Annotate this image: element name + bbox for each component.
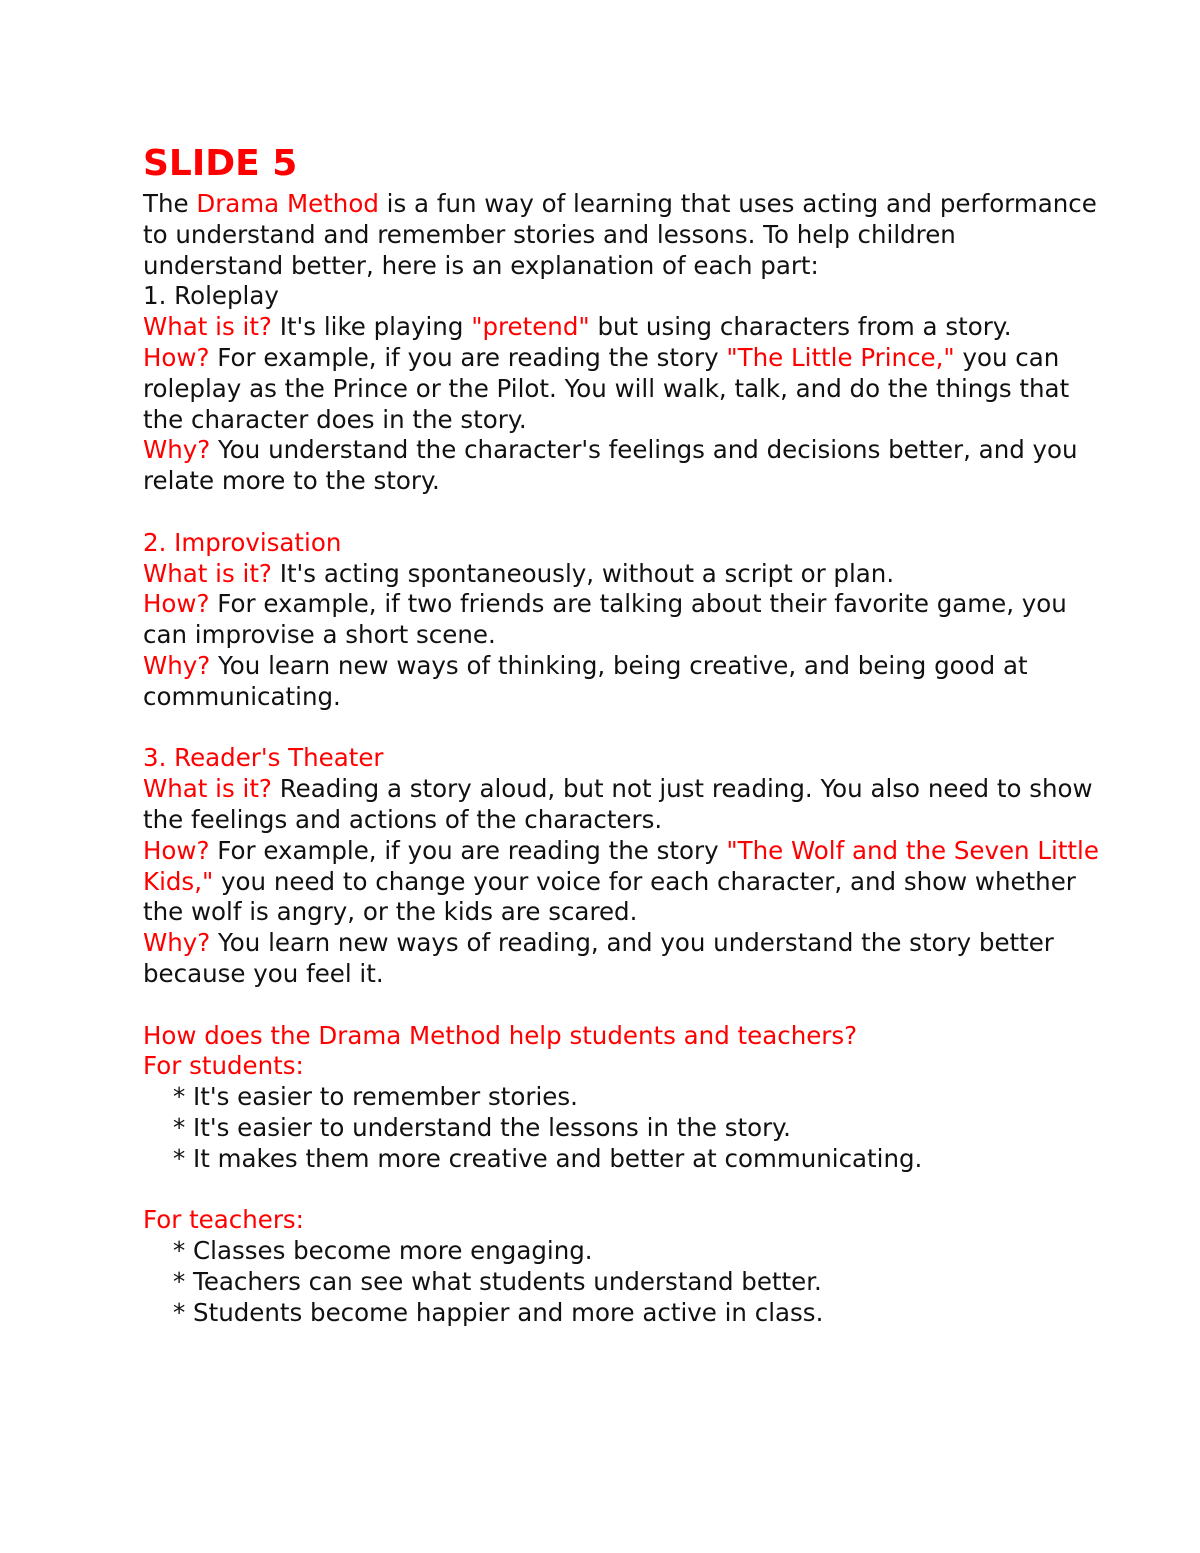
how-label: How? xyxy=(143,589,210,619)
list-item: * Classes become more engaging. xyxy=(173,1236,593,1266)
improv-why: Why? You learn new ways of thinking, being creative, and being good at communicating. xyxy=(143,650,1028,711)
readers-why: Why? You learn new ways of reading, and you understand the story better because you feel it. xyxy=(143,928,1054,988)
pretend-quote: "pretend" xyxy=(471,312,590,342)
readers-how: How? For example, if you are reading the story "The Wolf and the Seven Little Kids," you need to change your voice for each character, and show whether the wolf is angry, or the kids are scared. xyxy=(143,835,1099,927)
students-heading: For students: xyxy=(143,1051,304,1081)
improvisation-heading: 2. Improvisation xyxy=(143,527,342,557)
list-item: * It's easier to understand the lessons in the story. xyxy=(173,1112,791,1142)
how-label: How? xyxy=(143,835,210,865)
spacer xyxy=(143,1175,1103,1206)
benefits-question: How does the Drama Method help students and teachers? xyxy=(143,1020,858,1050)
roleplay-how: How? For example, if you are reading the story "The Little Prince," you can roleplay as the Prince or the Pilot. You will walk, talk, and do the things that the character does in the story. xyxy=(143,342,1070,434)
why-label: Why? xyxy=(143,435,211,465)
improv-what: What is it? It's acting spontaneously, without a script or plan. xyxy=(143,558,895,588)
roleplay-heading: 1. Roleplay xyxy=(143,281,279,311)
list-item: * It's easier to remember stories. xyxy=(173,1082,578,1112)
little-prince-quote: "The Little Prince," xyxy=(726,342,955,372)
readers-theater-heading: 3. Reader's Theater xyxy=(143,743,384,773)
list-item: * It makes them more creative and better at communicating. xyxy=(173,1143,923,1173)
what-label: What is it? xyxy=(143,774,272,804)
improv-how: How? For example, if two friends are talking about their favorite game, you can improvise a short scene. xyxy=(143,589,1067,650)
intro-paragraph: The Drama Method is a fun way of learning that uses acting and performance to understand and remember stories and lessons. To help children understand better, here is an explanation of each part: xyxy=(143,189,1097,280)
teachers-heading: For teachers: xyxy=(143,1205,304,1235)
spacer xyxy=(143,713,1103,744)
readers-what: What is it? Reading a story aloud, but not just reading. You also need to show the feelings and actions of the characters. xyxy=(143,774,1093,834)
what-label: What is it? xyxy=(143,558,272,588)
drama-method-term: Drama Method xyxy=(196,189,379,218)
wolf-story-quote: "The Wolf and the Seven Little Kids," xyxy=(143,835,1099,896)
how-label: How? xyxy=(143,342,210,372)
what-label: What is it? xyxy=(143,312,272,342)
list-item: * Teachers can see what students understand better. xyxy=(173,1266,822,1296)
roleplay-why: Why? You understand the character's feelings and decisions better, and you relate more to the story. xyxy=(143,435,1078,496)
spacer xyxy=(143,497,1103,528)
why-label: Why? xyxy=(143,928,211,958)
roleplay-what: What is it? It's like playing "pretend" but using characters from a story. xyxy=(143,312,1012,342)
why-label: Why? xyxy=(143,650,211,680)
spacer xyxy=(143,990,1103,1021)
list-item: * Students become happier and more active in class. xyxy=(173,1297,824,1327)
document-page xyxy=(143,143,1103,1328)
slide-title: SLIDE 5 xyxy=(143,143,298,184)
